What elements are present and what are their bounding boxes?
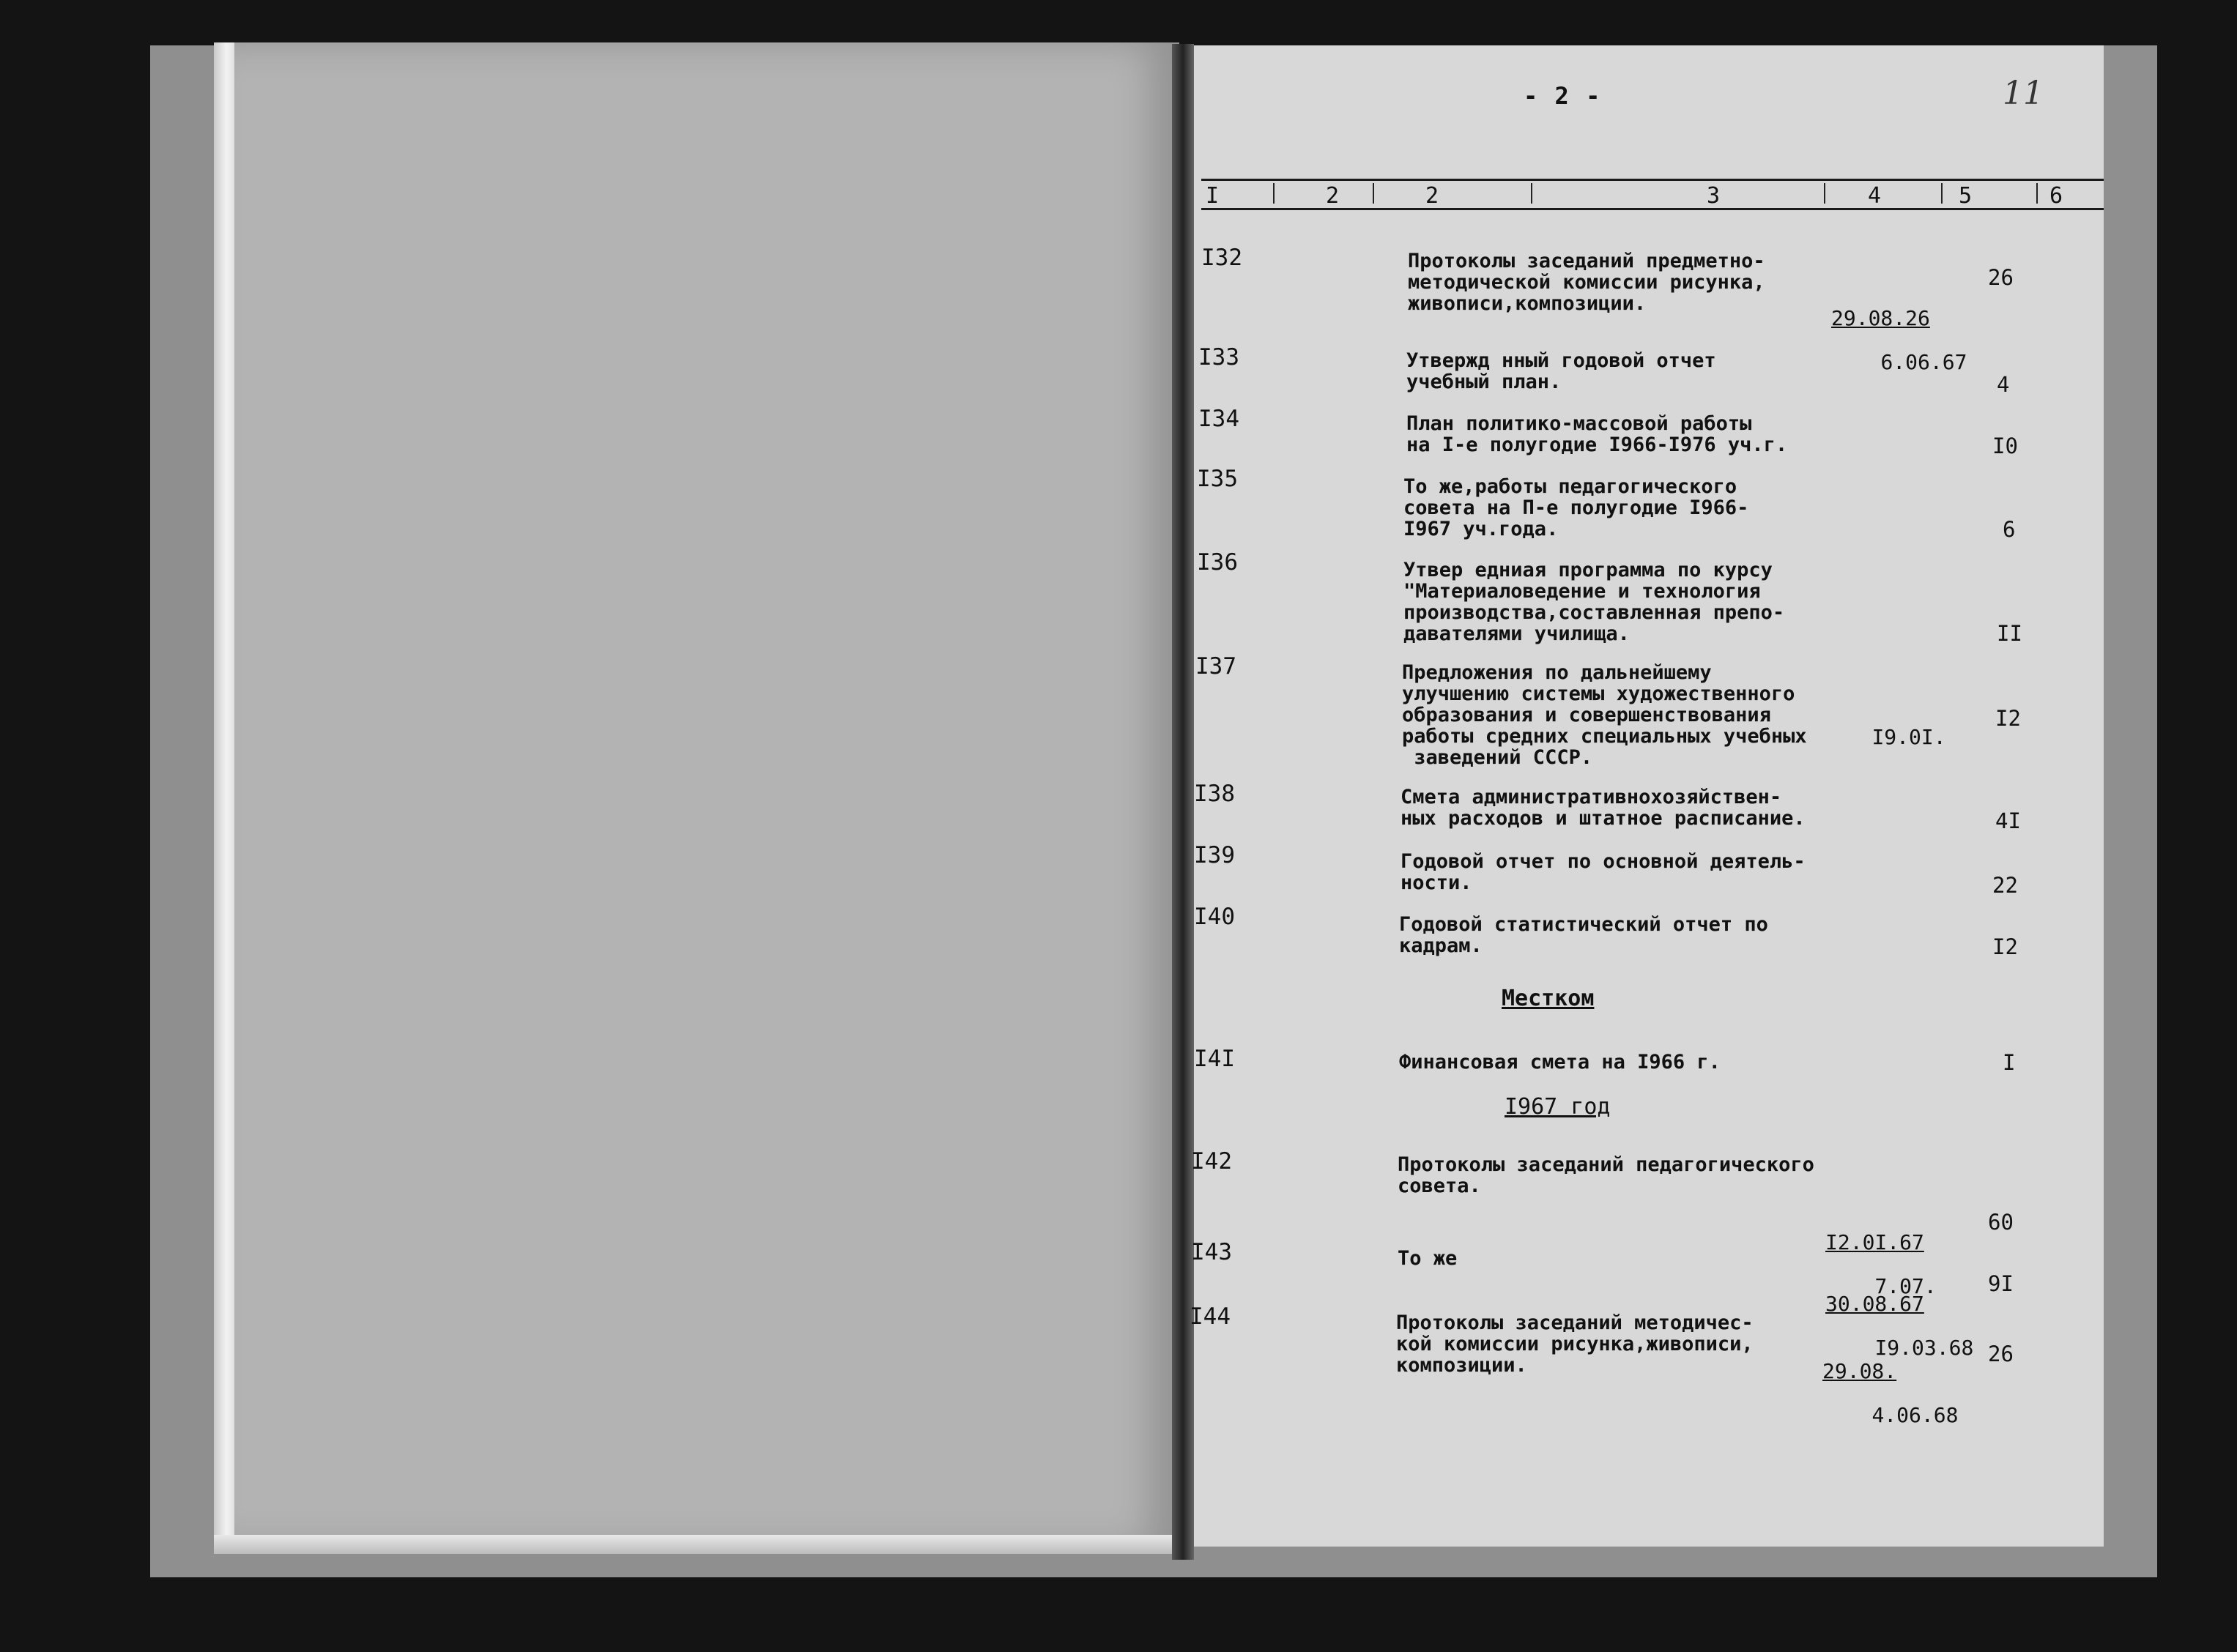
row-number: I42: [1191, 1148, 1232, 1175]
row-sheets: I0: [1992, 434, 2018, 458]
row-sheets: 6: [2003, 517, 2016, 542]
row-title: То же,работы педагогического совета на П-е полугодие I966- I967 уч.года.: [1403, 475, 1749, 540]
row-number: I40: [1194, 904, 1235, 930]
row-title: Протоколы заседаний предметно- методической комиссии рисунка, живописи,композиции.: [1408, 250, 1765, 315]
row-number: I36: [1197, 549, 1238, 576]
row-dates: [1822, 1317, 1958, 1448]
col-header-3: 3: [1707, 183, 1721, 209]
left-page-blank: [234, 42, 1179, 1548]
left-page-bottom-edge: [214, 1535, 1181, 1554]
date-end: 4.06.68: [1871, 1403, 1959, 1427]
row-title: Финансовая смета на I966 г.: [1399, 1051, 1721, 1074]
row-title: Годовой статистический отчет по кадрам.: [1399, 913, 1768, 957]
row-number: I38: [1194, 781, 1235, 807]
row-number: I34: [1198, 406, 1239, 432]
col-header-6: 6: [2049, 183, 2063, 209]
row-title: Смета административнохозяйствен- ных расходов и штатное расписание.: [1401, 786, 1806, 830]
page-number: - 2 -: [1524, 82, 1602, 110]
col-divider: [2036, 183, 2038, 204]
row-sheets: 26: [1988, 265, 2014, 290]
row-sheets: 26: [1988, 1342, 2014, 1366]
row-number: I37: [1195, 653, 1236, 680]
row-title: Утвер едниая программа по курсу "Материаловедение и технология производства,составленная препо- давателями училища.: [1403, 559, 1785, 645]
section-heading-mestkom: Местком: [1502, 986, 1595, 1011]
row-number: I4I: [1194, 1046, 1235, 1072]
row-number: I43: [1191, 1239, 1232, 1265]
date-start: 29.08.26: [1831, 306, 1930, 330]
col-divider: [1273, 183, 1275, 204]
date-end: I9.03.68: [1874, 1336, 1974, 1360]
row-dates: [1831, 264, 1967, 395]
row-title: То же: [1398, 1247, 1458, 1270]
inventory-page: [1190, 45, 2104, 1547]
row-title: Годовой отчет по основной деятель- ности.: [1401, 850, 1806, 894]
row-sheets: 4: [1997, 372, 2010, 397]
row-sheets: II: [1997, 621, 2022, 646]
row-number: I39: [1194, 842, 1235, 868]
col-divider: [1824, 183, 1825, 204]
row-dates: [1822, 704, 1946, 770]
row-sheets: 22: [1992, 873, 2018, 898]
row-title: Предложения по дальнейшему улучшению системы художественного образования и совершенствования работы средних специальных учебных заведений СССР.: [1402, 661, 1807, 769]
folio-number: 11: [2003, 75, 2044, 112]
row-sheets: 4I: [1995, 808, 2021, 833]
row-number: I33: [1198, 344, 1239, 371]
row-title: Протоколы заседаний педагогического совета.: [1398, 1153, 1814, 1197]
section-heading-year: I967 год: [1505, 1094, 1611, 1120]
row-number: I35: [1197, 466, 1238, 492]
row-sheets: I2: [1995, 706, 2021, 731]
date-start: I2.0I.67: [1825, 1230, 1924, 1254]
row-sheets: 9I: [1988, 1271, 2014, 1296]
row-number: I32: [1201, 245, 1242, 271]
date-end: 6.06.67: [1880, 350, 1967, 374]
col-divider: [1373, 183, 1374, 204]
col-divider: [1941, 183, 1943, 204]
col-header-2b: 2: [1425, 183, 1439, 209]
row-sheets: 60: [1988, 1210, 2014, 1235]
header-top-rule: [1201, 179, 2104, 181]
row-sheets: I2: [1992, 934, 2018, 959]
row-title: Утвержд нный годовой отчет учебный план.: [1406, 349, 1716, 393]
date-start: 29.08.: [1822, 1359, 1897, 1383]
col-divider: [1531, 183, 1532, 204]
col-header-1: I: [1206, 183, 1220, 209]
row-number: I44: [1190, 1303, 1231, 1330]
row-sheets: I: [2003, 1050, 2016, 1075]
date-end: 7.07.: [1874, 1274, 1937, 1298]
row-title: Протоколы заседаний методичес- кой комиссии рисунка,живописи, композиции.: [1396, 1311, 1754, 1377]
book-gutter: [1172, 44, 1194, 1560]
date-start: I9.0I.: [1871, 725, 1946, 749]
date-start: 30.08.67: [1825, 1292, 1924, 1316]
col-header-5: 5: [1959, 183, 1973, 209]
row-title: План политико-массовой работы на I-е полугодие I966-I976 уч.г.: [1406, 412, 1788, 456]
col-header-4: 4: [1868, 183, 1882, 209]
col-header-2: 2: [1326, 183, 1340, 209]
